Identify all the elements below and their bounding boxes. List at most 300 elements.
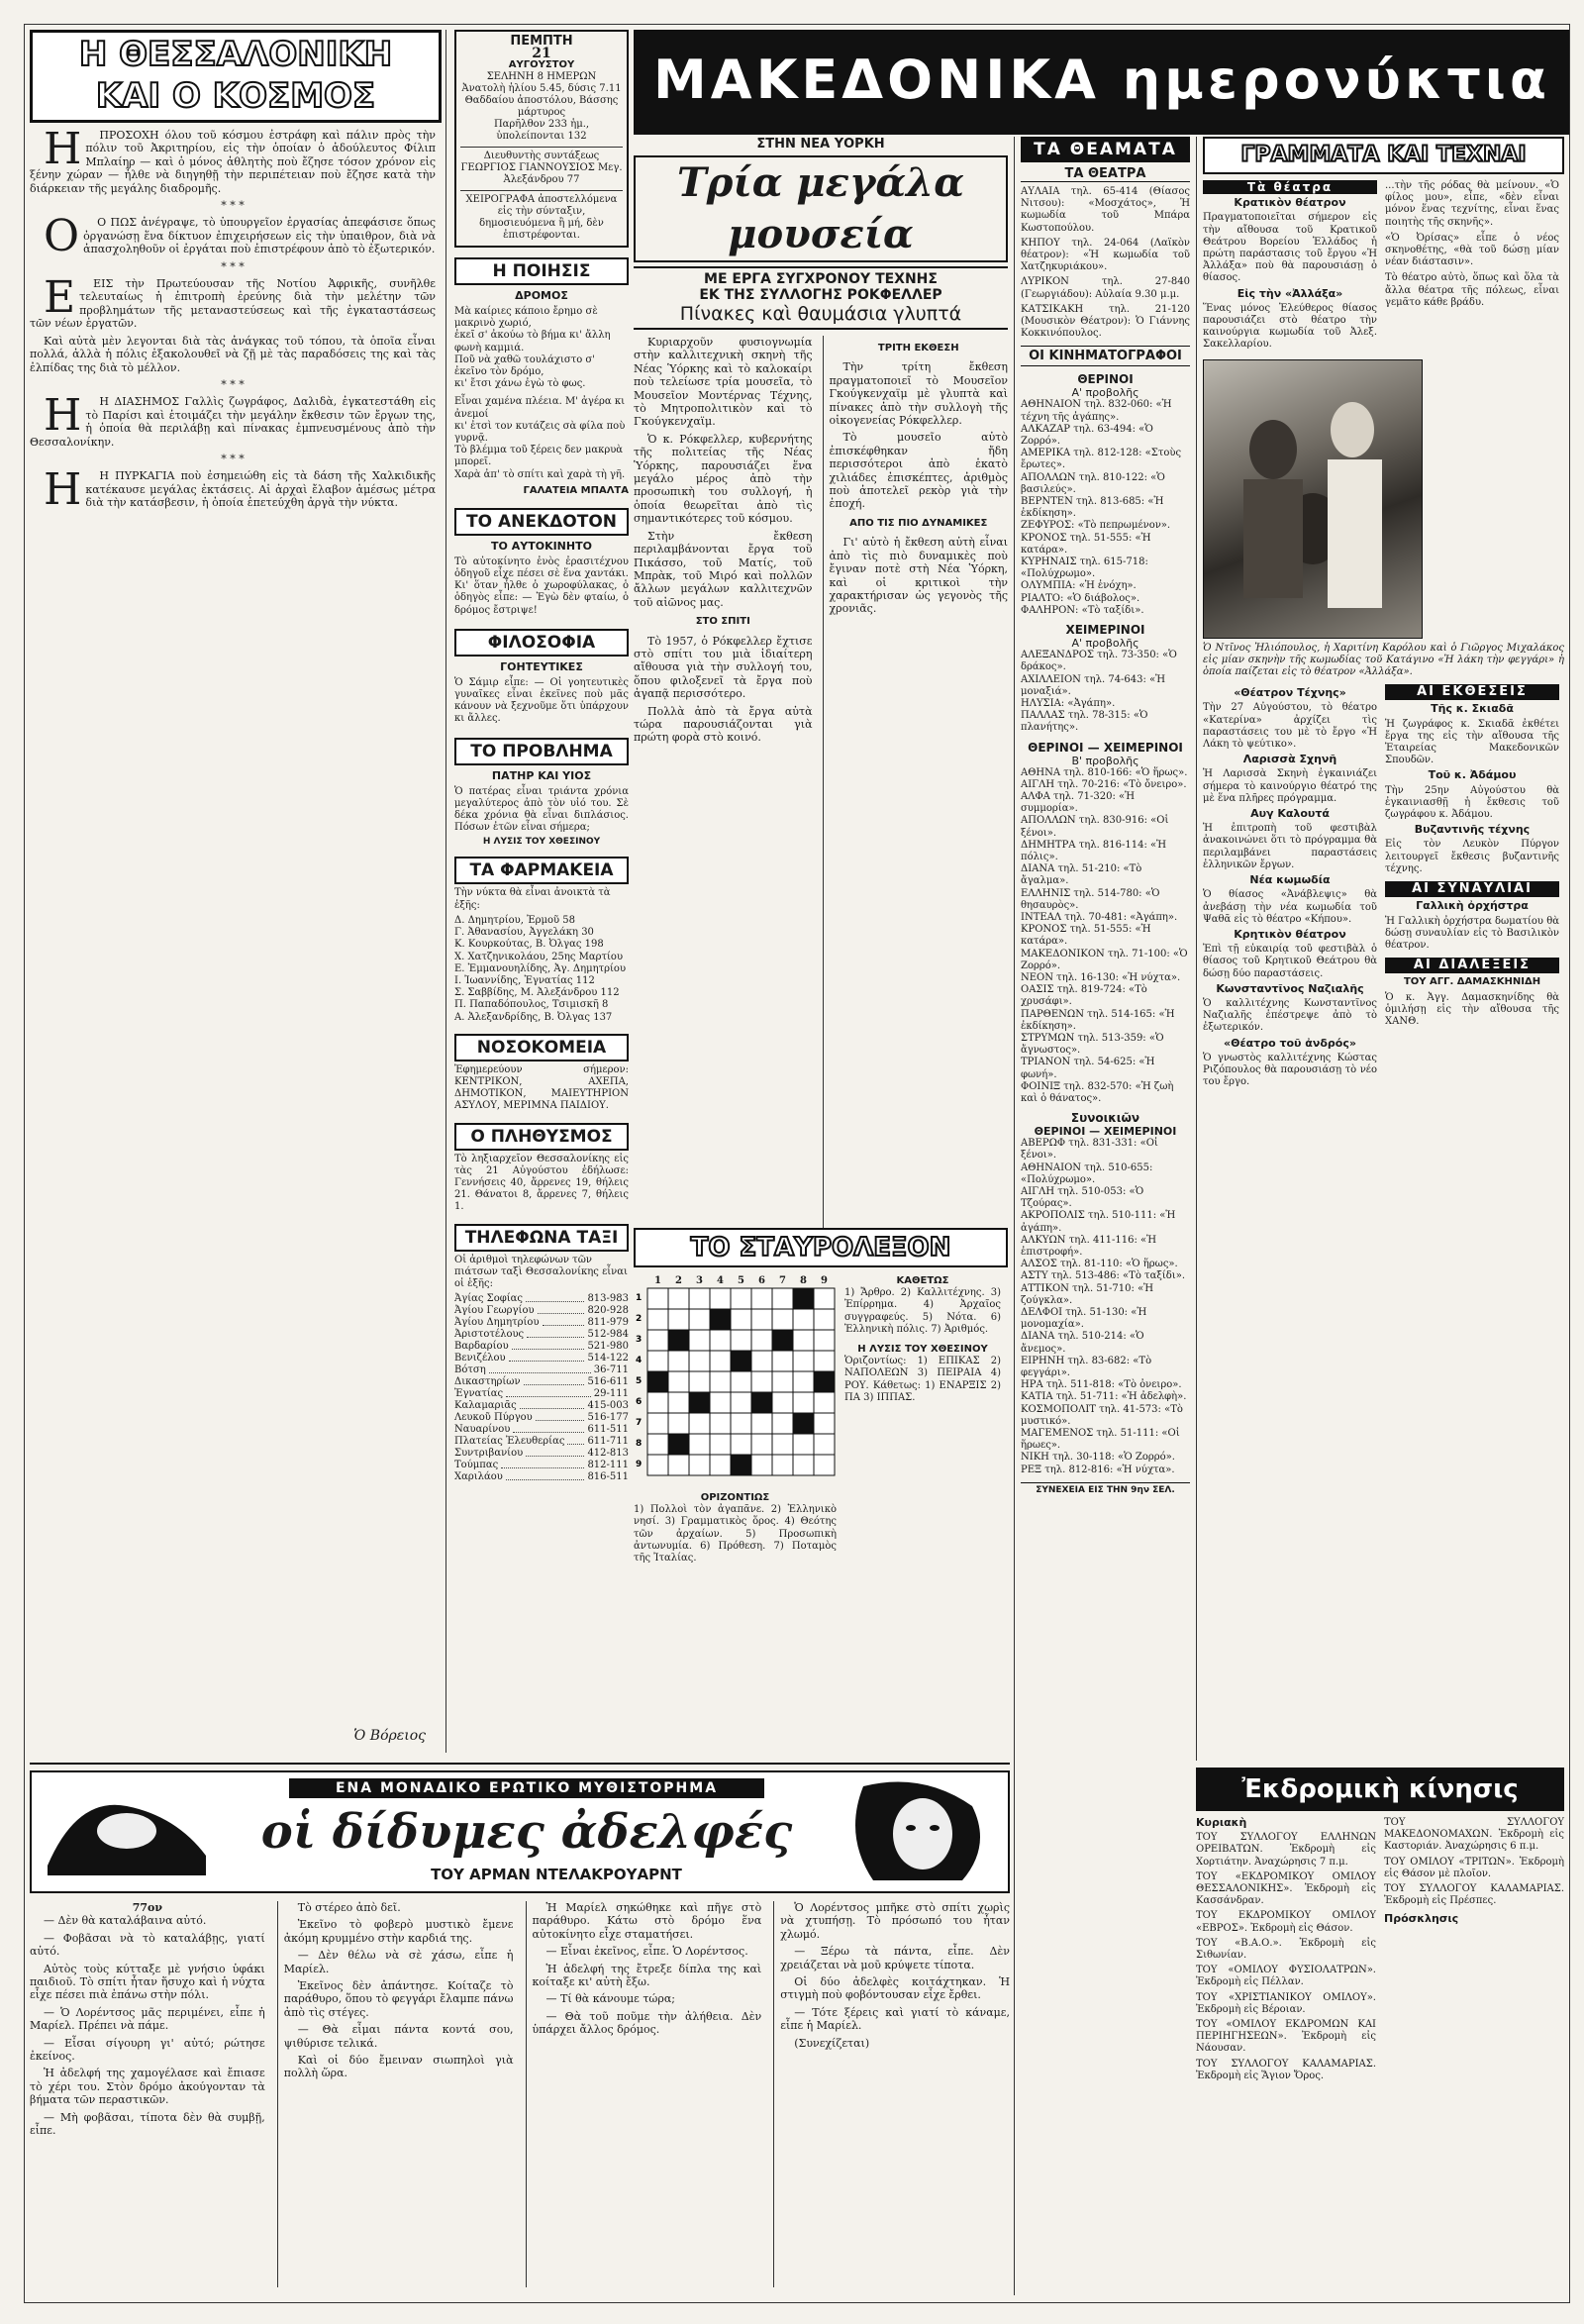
date-sun: Ἀνατολὴ ἡλίου 5.45, δύσις 7.11 <box>461 83 622 94</box>
summer-sub: Α' προβολῆς <box>1071 386 1139 400</box>
letters-lower-left <box>1203 684 1377 1088</box>
museums-paragraph: Τὴν τρίτη ἔκθεση πραγματοποιεῖ τὸ Μουσεῖον Γκούγκενχαϊμ μὲ γλυπτὰ καὶ πίνακες ἀπὸ τὴν συλλογὴ τῆς οἰκογενείας Ρόκφελλερ. <box>829 360 1008 428</box>
cinema-item: ΜΑΚΕΔΟΝΙΚΟΝ τηλ. 71-100: «Ὁ Ζορρό». <box>1021 948 1188 971</box>
cinemas-title: ΟΙ ΚΙΝΗΜΑΤΟΓΡΑΦΟΙ <box>1021 346 1190 366</box>
cinema-item: ΚΡΟΝΟΣ τηλ. 51-555: «Ἡ κατάρα». <box>1021 532 1151 556</box>
letters-theatre-title: Τὰ θέατρα <box>1203 180 1377 194</box>
theatre-item: ΛΥΡΙΚΟΝ τηλ. 27-840 (Γεωργιάδου): Αὐλαία 9.30 μ.μ. <box>1021 276 1190 300</box>
suburbs-list <box>1021 1138 1190 1476</box>
cinema-item: ΝΕΟΝ τηλ. 16-130: «Ἡ νύχτα». <box>1021 971 1181 983</box>
museums-paragraph: Τὸ 1957, ὁ Ρόκφελλερ ἔχτισε στὸ σπίτι του μιὰ ἰδιαίτερη αἴθουσα γιὰ τὴν συλλογή του, ὅπου φιλοξενεῖ τὰ ἔργα ποὺ ἀγαπᾷ περισσότερο. <box>634 634 813 701</box>
section-title: Τοῦ κ. Ἀδάμου <box>1428 768 1517 782</box>
serial-line: — Δὲν θὰ καταλάβαινα αὐτό. <box>44 1914 207 1928</box>
taxi-row: Χαριλάου 816-511 <box>454 1471 629 1483</box>
serial-col <box>277 1901 514 2287</box>
date-info: Παρῆλθον 233 ἡμ., ὑπολείπονται 132 <box>493 119 590 142</box>
serial-line: Αὐτὸς τοὺς κύτταξε μὲ γνήσιο ὑφάκι παιδιοῦ. Τὸ σπίτι ἦταν ἥσυχο καὶ ἡ νύχτα εἶχε πέσει πιὰ ἐπάνω στὴν πόλι. <box>30 1962 265 2002</box>
museums-paragraph: Κυριαρχοῦν φυσιογνωμία στὴν καλλιτεχνικὴ σκηνὴ τῆς Νέας Ὑόρκης καὶ τὸ καλοκαίρι ποὺ τελείωσε τρία μουσεῖα, τὸ Μουσεῖον Μοντέρνας Τέχνης, τὸ Μητροπολιτικὸν καὶ τὸ Γκούγκενχαϊμ. <box>634 336 813 429</box>
date-month: ΑΥΓΟΥΣΤΟΥ <box>508 59 575 70</box>
poetry-heading: Η ΠΟΙΗΣΙΣ <box>454 257 629 285</box>
problem-title: ΠΑΤΗΡ ΚΑΙ ΥΙΟΣ <box>491 768 592 782</box>
cinema-item: ΔΙΑΝΑ τηλ. 510-214: «Ὁ ἄνεμος». <box>1021 1331 1144 1355</box>
masthead-title: ΜΑΚΕΔΟΝΙΚΑ ημερονύκτια <box>653 49 1550 111</box>
cinema-item: ΑΙΓΛΗ τηλ. 510-053: «Ὁ Τζούρας». <box>1021 1186 1144 1210</box>
taxi-row: Ἐγνατίας 29-111 <box>454 1388 629 1400</box>
theatre-photo <box>1203 359 1423 639</box>
letters-left-col <box>1203 180 1377 352</box>
museums-body <box>634 336 1008 1257</box>
cinema-item: ΑΧΙΛΛΕΙΟΝ τηλ. 74-643: «Ἡ μοναξιά». <box>1021 673 1166 697</box>
summer-list <box>1021 399 1190 617</box>
cinema-item: ΠΑΡΘΕΝΩΝ τηλ. 514-165: «Ἡ ἐκδίκηση». <box>1021 1008 1175 1032</box>
taxi-row: Ἀριστοτέλους 512-984 <box>454 1329 629 1341</box>
cinema-item: ΗΡΑ τηλ. 511-818: «Τὸ ὀνειρο». <box>1021 1379 1182 1391</box>
section-title: Γαλλικὴ ὀρχήστρα <box>1416 899 1529 913</box>
problem-text: Ὁ πατέρας εἶναι τριάντα χρόνια μεγαλύτερος ἀπὸ τὸν υἱό του. Σὲ δέκα χρόνια θὰ εἶναι διπλάσιος. Πόσων ἐτῶν εἶναι σήμερα; <box>454 785 629 834</box>
section-title: ΤΟΥ ΑΓΓ. ΔΑΜΑΣΚΗΝΙΔΗ <box>1403 976 1541 988</box>
museums-sub3: Πίνακες καὶ θαυμάσια γλυπτά <box>634 303 1008 330</box>
museums-paragraph: Τὸ μουσεῖο αὐτὸ ἐπισκέφθηκαν ἤδη περισσότεροι ἀπὸ ἑκατὸ χιλιάδες ἐπισκέπτες, ἀριθμὸς ποὺ ἀποτελεῖ ρεκὸρ γιὰ τὴν ἐποχή. <box>829 431 1008 511</box>
excursion-item: ΤΟΥ «ΧΡΙΣΤΙΑΝΙΚΟΥ ΟΜΙΛΟΥ». Ἐκδρομὴ εἰς Βέροιαν. <box>1196 1991 1376 2015</box>
section-text: Ὁ καλλιτέχνης Κωνσταντῖνος Ναζιαλῆς ἐπέστρεψε ἀπὸ τὸ ἐξωτερικόν. <box>1203 997 1377 1034</box>
section-title: Εἰς τὴν «Ἀλλάξα» <box>1237 286 1343 300</box>
serial-line: Οἱ δύο ἀδελφὲς κοιτάχτηκαν. Ἡ στιγμὴ ποὺ φοβόντουσαν εἶχε ἔρθει. <box>780 1975 1010 2002</box>
right-col-text: ...τὴν τῆς ρόδας θὰ μείνουν. «Ὁ φίλος μου», εἶπε, «δὲν εἶναι μόνον ἕνας τεχνίτης, εἶναι ἕνας ποιητὴς τῆς σκηνῆς». <box>1385 180 1559 228</box>
mixed-sub: Β' προβολῆς <box>1071 754 1139 767</box>
left-paragraph: Η Η ΔΙΑΣΗΜΟΣ Γαλλὶς ζωγράφος, Δαλιδὰ, ἐγκατεστάθη εἰς τὸ Παρίσι καὶ ἑτοιμάζει τὴν μεγάλην ἔκθεσιν τῶν ἔργων της, ἡ ὁποία θὰ περιλάβῃ καὶ πίνακας ἐμπνευσμένους ἀπὸ τὴν Θεσσαλονίκην. <box>30 390 436 449</box>
serial-right-figure <box>834 1776 1002 1885</box>
cinema-item: ΑΣΤΥ τηλ. 513-486: «Τὸ ταξίδι». <box>1021 1270 1186 1282</box>
svg-text:5: 5 <box>636 1376 643 1386</box>
exhibitions-heading: ΑΙ ΕΚΘΕΣΕΙΣ <box>1385 684 1559 700</box>
cinema-item: ΚΟΣΜΟΠΟΛΙΤ τηλ. 41-573: «Τὸ μυστικό». <box>1021 1403 1183 1427</box>
serial-line: Ἡ ἀδελφή της χαμογέλασε καὶ ἔπιασε τὸ χέρι του. Στὸν δρόμο ἀκούγονταν τὰ βήματα τῶν περαστικῶν. <box>30 2067 265 2107</box>
section-text: Πραγματοποιεῖται σήμερον εἰς τὴν αἴθουσα τοῦ Κρατικοῦ Θεάτρου Βορείου Ἑλλάδος ἡ πρώτη παράστασις τοῦ ἔργου «Ἡ Ἀλλάξα» ποὺ θὰ παρουσιάσῃ ὁ θίασος. <box>1203 212 1377 284</box>
svg-text:2: 2 <box>636 1314 643 1324</box>
excursion-item: ΤΟΥ ΟΜΙΛΟΥ «ΤΡΙΤΩΝ». Ἐκδρομὴ εἰς Θάσον μὲ πλοῖον. <box>1384 1856 1564 1879</box>
pharmacies-heading: ΤΑ ΦΑΡΜΑΚΕΙΑ <box>454 857 629 884</box>
museums-section: ΤΡΙΤΗ ΕΚΘΕΣΗ <box>877 343 959 354</box>
shows-heading: ΤΑ ΘΕΑΜΑΤΑ <box>1021 137 1190 162</box>
philosophy-heading: ΦΙΛΟΣΟΦΙΑ <box>454 629 629 657</box>
date-day: ΠΕΜΠΤΗ <box>510 34 573 49</box>
section-text: Ἡ ἐπιτροπὴ τοῦ φεστιβὰλ ἀνακοινώνει ὅτι τὸ πρόγραμμα θὰ περιλαμβάνει παραστάσεις ἐλληνικῶν ἔργων. <box>1203 823 1377 870</box>
excursions <box>1196 1768 1564 2292</box>
serial-line: — Θὰ τοῦ ποῦμε τὴν ἀλήθεια. Δὲν ὑπάρχει ἄλλος δρόμος. <box>532 2009 762 2037</box>
cinema-item: ΗΛΥΣΙΑ: «Ἀγάπη». <box>1021 697 1116 709</box>
pharmacy-item: Σ. Σαββίδης, Μ. Ἀλεξάνδρου 112 <box>454 987 620 999</box>
left-paragraph: Ε ΕΙΣ τὴν Πρωτεύουσαν τῆς Νοτίου Ἀφρικῆς, συνῆλθε τελευταίως ἡ ἐπιτροπὴ ἐρεύνης διὰ τὴν μελέτην τῶν προβλημάτων τῆς μεταναστεύσεως καὶ τῆς ἐγκαταστάσεως τῶν νέων ἐργατῶν. <box>30 272 436 331</box>
right-col-text: «Ὁ Ὀρίσας» εἶπε ὁ νέος σκηνοθέτης, «θὰ τοῦ δώσῃ μίαν νέαν διάστασιν». <box>1385 232 1559 268</box>
taxi-list <box>454 1293 629 1483</box>
poetry-author: ΓΑΛΑΤΕΙΑ ΜΠΑΛΤΑ <box>523 484 629 496</box>
crossword-body <box>634 1275 1008 1488</box>
serial-line: — Φοβᾶσαι νὰ τὸ καταλάβῃς, γιατί αὐτό. <box>30 1931 265 1959</box>
section-title: Κρατικὸν θέατρον <box>1234 196 1346 210</box>
left-heading-line2: ΚΑΙ Ο ΚΟΣΜΟΣ <box>95 76 376 116</box>
excursion-item: ΤΟΥ ΣΥΛΛΟΓΟΥ ΕΛΛΗΝΩΝ ΟΡΕΙΒΑΤΩΝ. Ἐκδρομὴ εἰς Χορτιάτην. Ἀναχώρησις 7 π.μ. <box>1196 1832 1376 1868</box>
crossword-solution: Ὁριζοντίως: 1) ΕΠΙΚΑΣ 2) ΝΑΠΟΛΕΩΝ 3) ΠΕΙΡΑΙΑ 4) ΡΟΥ. Κάθετως: 1) ΕΝΑΡΞΙΣ 2) ΠΑ 3) ΙΠΠΑΣ. <box>844 1356 1001 1403</box>
left-paragraph: Η ΠΡΟΣΟΧΗ όλου τοῦ κόσμου ἐστράφη καὶ πάλιν πρὸς τὴν πόλιν τοῦ Ἀκριτηρίου, εἰς τὴν ὁποίαν ὁ ἀδούλευτος Φίλιπ Μπλαίηρ — καὶ ὁ μόνος ἀθλητὴς ποὺ ἔζησε τόσον χρόνον εἰς ξένην χώραν — ἦλθε νὰ διηγηθῇ τὴν περιπέτειαν ποὺ ἔζησε κατὰ τὴν διάρκειαν τῆς μεγάλης διαδρομῆς. <box>30 129 436 195</box>
winter-sub: Α' προβολῆς <box>1071 637 1139 651</box>
date-publisher: Διευθυντὴς συντάξεως ΓΕΩΡΓΙΟΣ ΓΙΑΝΝΟΥΣΙΟΣ Μεγ. Ἀλεξάνδρου 77 <box>460 147 623 186</box>
museums-sub1: ΜΕ ΕΡΓΑ ΣΥΓΧΡΟΝΟΥ ΤΕΧΝΗΣ <box>634 266 1008 287</box>
pharmacy-item: Π. Παπαδόπουλος, Τσιμισκῆ 8 <box>454 999 609 1011</box>
serial-col <box>526 1901 762 2287</box>
cinema-item: ΑΛΕΞΑΝΔΡΟΣ τηλ. 73-350: «Ὁ δράκος». <box>1021 650 1177 673</box>
pharmacy-item: Κ. Κουρκούτας, Β. Ὀλγας 198 <box>454 939 604 951</box>
serial-line: Ἐκεῖνος δὲν ἀπάντησε. Κοίταζε τὸ παράθυρο, ὅπου τὸ φεγγάρι ἔλαμπε πάνω ἀπὸ τὶς στέγες. <box>283 1979 514 2019</box>
taxi-row: Βαρδαρίου 521-980 <box>454 1341 629 1353</box>
serial-line: (Συνεχίζεται) <box>794 2036 870 2050</box>
excursion-item: ΤΟΥ «Β.Α.Ο.». Ἐκδρομὴ εἰς Σιθωνίαν. <box>1196 1937 1376 1962</box>
suburbs-title: Συνοικιῶν <box>1070 1111 1140 1126</box>
cinema-item: ΚΑΤΙΑ τηλ. 51-711: «Ἡ ἀδελφὴ». <box>1021 1391 1187 1403</box>
section-title: Βυζαντινῆς τέχνης <box>1414 823 1531 837</box>
crossword-across-text: 1) Πολλοὶ τὸν ἀγαπᾶνε. 2) Ἑλληνικὸ νησί. 3) Γραμματικὸς ὅρος. 4) Θεότης τῶν ἀρχαίων. 5) Προσωπικὴ ἀντωνυμία. 6) Πρόθεση. 7) Ποταμὸς τῆς Ἰταλίας. <box>634 1504 837 1565</box>
svg-text:8: 8 <box>636 1439 643 1449</box>
pharmacy-item: Χ. Χατζηνικολάου, 25ης Μαρτίου <box>454 951 624 962</box>
excursion-item: ΤΟΥ ΣΥΛΛΟΓΟΥ ΚΑΛΑΜΑΡΙΑΣ. Ἐκδρομὴ εἰς Πρέσπες. <box>1384 1883 1564 1907</box>
pharmacy-item: Α. Ἀλεξανδρίδης, Β. Ὀλγας 137 <box>454 1011 613 1023</box>
left-heading-line1: Η ΘΕΣΣΑΛΟΝΙΚΗ <box>78 35 393 74</box>
museums-col-right <box>823 336 1009 1257</box>
museums-section: ΑΠΟ ΤΙΣ ΠΙΟ ΔΥΝΑΜΙΚΕΣ <box>849 517 988 529</box>
letters-lower <box>1203 684 1564 1088</box>
pharmacy-item: Ι. Ἰωαννίδης, Ἐγνατίας 112 <box>454 974 595 986</box>
section-text: Ἐπὶ τῇ εὐκαιρίᾳ τοῦ φεστιβὰλ ὁ θίασος τοῦ Κρητικοῦ Θεάτρου θὰ δώσῃ δύο παραστάσεις. <box>1203 944 1377 979</box>
left-article: Η ΠΡΟΣΟΧΗ όλου τοῦ κόσμου ἐστράφη καὶ πάλιν πρὸς τὴν πόλιν τοῦ Ἀκριτηρίου, εἰς τὴν ὁποίαν ὁ ἀδούλευτος Φίλιπ Μπλαίηρ — καὶ ὁ μόνος ἀθλητὴς ποὺ ἔζησε τόσον χρόνον εἰς ξένην χώραν — ἦλθε νὰ διηγηθῇ τὴν περιπέτειαν ποὺ ἔζησε κατὰ τὴν διάρκειαν τῆς μεγάλης διαδρομῆς. * * * Ο Ο ΠΩΣ ἀνέγραψε, τὸ ὑπουργεῖον ἐργασίας ἀπεφάσισε ὅπως ὀργανώσῃ ἕνα δίκτυον ἐπιχειρήσεων εἰς τὴν ὑπαιθρον, διὰ νὰ ἀπασχοληθοῦν οἱ ἐργάται ποὺ ἐπιστρέφουν ἀπὸ τὸ ἐξωτερικόν. * * * Ε ΕΙΣ τὴν Πρωτεύουσαν τῆς Νοτίου Ἀφρικῆς, συνῆλθε τελευταίως ἡ ἐπιτροπὴ ἐρεύνης διὰ τὴν μελέτην τῶν προβλημάτων τῆς μεταναστεύσεως καὶ τῆς ἐγκαταστάσεως τῶν νέων ἐργατῶν. Καὶ αὐτὰ μὲν λεγονται διὰ τὰς ἀνάγκας τοῦ τόπου, τὰ ὁποῖα εἶναι πολλά, ἀλλὰ ἡ πόλις ἐξακολουθεῖ νὰ ζῇ μὲ τὰς παραδόσεις της καὶ τὰς ἐλπίδας της διὰ τὸ μέλλον. * * * Η Η ΔΙΑΣΗΜΟΣ Γαλλὶς ζωγράφος, Δαλιδὰ, ἐγκατεστάθη εἰς τὸ Παρίσι καὶ ἑτοιμάζει τὴν μεγάλην ἔκθεσιν τῶν ἔργων της, ἡ ὁποία θὰ περιλάβῃ καὶ πίνακας ἐμπνευσμένους ἀπὸ τὴν Θεσσαλονίκην. * * * Η Η ΠΥΡΚΑΓΙΑ ποὺ ἐσημειώθη εἰς τὰ δάση τῆς Χαλκιδικῆς κατέκαυσε μεγάλας ἐκτάσεις. Αἱ ἀρχαὶ ἔλαβον ἀμέσως μέτρα διὰ τὴν κατάσβεσιν, ἡ ὁποία ἐπετεύχθη ἀργὰ τὴν νύκτα. <box>30 129 436 516</box>
cinema-item: ΚΡΟΝΟΣ τηλ. 51-555: «Ἡ κατάρα». <box>1021 924 1151 948</box>
hospitals-text: Ἐφημερεύουν σήμερον: ΚΕΝΤΡΙΚΟΝ, ΑΧΕΠΑ, ΔΗΜΟΤΙΚΟΝ, ΜΑΙΕΥΤΗΡΙΟΝ ΑΣΥΛΟΥ, ΜΕΡΙΜΝΑ ΠΑΙΔΙΟΥ. <box>454 1063 629 1112</box>
excursions-left <box>1196 1817 1376 2085</box>
col-number: 6 <box>758 1275 765 1286</box>
cinema-item: ΠΑΛΛΑΣ τηλ. 78-315: «Ὁ πλανήτης». <box>1021 710 1148 734</box>
taxi-row: Πλατείας Ἐλευθερίας 611-711 <box>454 1436 629 1448</box>
date-moon: ΣΕΛΗΝΗ 8 ΗΜΕΡΩΝ <box>486 71 597 82</box>
cinema-item: ΙΝΤΕΑΛ τηλ. 70-481: «Ἀγάπη». <box>1021 911 1178 923</box>
left-heading <box>30 30 442 123</box>
theatre-item: ΚΗΠΟΥ τηλ. 24-064 (Λαϊκὸν θέατρον): «Ἡ κωμωδία τοῦ Χατζηκυριάκου». <box>1021 237 1190 273</box>
date-number: 21 <box>532 46 551 61</box>
crossword-down-text: 1) Ἄρθρο. 2) Καλλιτέχνης. 3) Ἐπίρρημα. 4) Ἀρχαῖος συγγραφεύς. 5) Νότα. 6) Ἑλληνικὴ πόλις. 7) Ἀριθμός. <box>844 1287 1001 1335</box>
taxi-row: Βενιζέλου 514-122 <box>454 1353 629 1364</box>
section-text: Τὴν 25ην Αὐγούστου θὰ ἐγκαινιασθῇ ἡ ἔκθεσις τοῦ ζωγράφου κ. Ἀδάμου. <box>1385 784 1559 821</box>
cinema-item: ΜΑΓΕΜΕΝΟΣ τηλ. 51-111: «Οἱ ἥρωες». <box>1021 1428 1180 1452</box>
letters-lower-right <box>1385 684 1559 1088</box>
col-number: 7 <box>779 1275 786 1286</box>
serial-col <box>773 1901 1010 2287</box>
serial-line: — Τί θὰ κάνουμε τώρα; <box>545 1992 675 2006</box>
museums-paragraph: Γι' αὐτὸ ἡ ἔκθεση αὐτὴ εἶναι ἀπὸ τὶς πιὸ δυναμικὲς ποὺ ἔγιναν ποτὲ στὴ Νέα Ὑόρκη, καὶ οἱ κριτικοὶ τὴν χαρακτήρισαν ὡς γεγονὸς τῆς χρονιᾶς. <box>829 536 1008 616</box>
left-column <box>30 30 436 1753</box>
poem-line: Χαρὰ ἀπ' τὸ σπίτι καὶ χαρὰ τὴ γῆ. <box>454 468 626 480</box>
summer-title: ΘΕΡΙΝΟΙ <box>1077 372 1134 387</box>
crossword-solution-title: Η ΛΥΣΙΣ ΤΟΥ ΧΘΕΣΙΝΟΥ <box>857 1344 988 1356</box>
anecdote-title: ΤΟ ΑΥΤΟΚΙΝΗΤΟ <box>491 539 592 553</box>
poem-line: Ποῦ νὰ χαθῶ τουλάχιστο σ' ἐκεῖνο τὸν δρόμο, <box>454 354 596 378</box>
excursion-item: ΤΟΥ ΕΚΔΡΟΜΙΚΟΥ ΟΜΙΛΟΥ «ΕΒΡΟΣ». Ἐκδρομὴ εἰς Θάσον. <box>1196 1910 1376 1934</box>
museums-headline: Τρία μεγάλα μουσεία <box>634 155 1008 262</box>
cinema-item: ΟΛΥΜΠΙΑ: «Ἡ ἐνόχη». <box>1021 580 1137 592</box>
problem-solution-title: Η ΛΥΣΙΣ ΤΟΥ ΧΘΕΣΙΝΟΥ <box>482 837 601 848</box>
mixed-list <box>1021 767 1190 1106</box>
excursion-item: ΤΟΥ «ΟΜΙΛΟΥ ΦΥΣΙΟΛΑΤΡΩΝ». Ἐκδρομὴ εἰς Πέλλαν. <box>1196 1965 1376 1988</box>
svg-text:3: 3 <box>636 1335 643 1345</box>
museums-sub2: ΕΚ ΤΗΣ ΣΥΛΛΟΓΗΣ ΡΟΚΦΕΛΛΕΡ <box>699 287 942 303</box>
crossword-across-title: ΟΡΙΖΟΝΤΙΩΣ <box>700 1492 770 1503</box>
cinema-item: ΚΥΡΗΝΑΙΣ τηλ. 615-718: «Πολύχρωμο». <box>1021 556 1148 580</box>
suburbs-sub: ΘΕΡΙΝΟΙ — ΧΕΙΜΕΡΙΝΟΙ <box>1034 1125 1177 1139</box>
pharmacies-list <box>454 915 629 1024</box>
taxi-row: Τούμπας 812-111 <box>454 1460 629 1471</box>
col-number: 9 <box>821 1275 828 1286</box>
taxi-heading: ΤΗΛΕΦΩΝΑ ΤΑΞΙ <box>454 1224 629 1252</box>
cinema-item: ΑΛΚΑΖΑΡ τηλ. 63-494: «Ὁ Ζορρό». <box>1021 423 1153 448</box>
cinema-item: ΑΘΗΝΑ τηλ. 810-166: «Ὁ ἥρως». <box>1021 766 1188 778</box>
problem-heading: ΤΟ ΠΡΟΒΛΗΜΑ <box>454 738 629 765</box>
poem-line: ἐκεῖ σ' ἀκούω τὸ βήμα κι' ἄλλη φωνὴ καμμιά. <box>454 330 611 354</box>
left-paragraph: Ο Ο ΠΩΣ ἀνέγραψε, τὸ ὑπουργεῖον ἐργασίας ἀπεφάσισε ὅπως ὀργανώσῃ ἕνα δίκτυον ἐπιχειρήσεων εἰς τὴν ὑπαιθρον, διὰ νὰ ἀπασχοληθοῦν οἱ ἐργάται ποὺ ἐπιστρέφουν ἀπὸ τὸ ἐξωτερικόν. <box>44 211 436 262</box>
serial-line: — Τότε ξέρεις καὶ γιατί τὸ κάναμε, εἶπε ἡ Μαρίελ. <box>780 2005 1010 2033</box>
serial-line: Ὁ Λορέντσος μπῆκε στὸ σπίτι χωρὶς νὰ χτυπήσῃ. Τὸ πρόσωπό του ἦταν χλωμό. <box>780 1901 1010 1941</box>
left-signature: Ὁ Βόρειος <box>353 1728 426 1744</box>
serial-author: ΤΟΥ ΑΡΜΑΝ ΝΤΕΛΑΚΡΟΥΑΡΝΤ <box>431 1866 682 1883</box>
section-text: Ὁ κ. Ἀγγ. Δαμασκηνίδης θὰ ὁμιλήσῃ εἰς τὴν αἴθουσα τῆς ΧΑΝΘ. <box>1385 991 1559 1027</box>
svg-text:4: 4 <box>636 1356 643 1365</box>
poetry-body <box>454 306 629 481</box>
section-title: Κρητικὸν θέατρον <box>1234 927 1346 941</box>
museums-section: ΣΤΟ ΣΠΙΤΙ <box>695 616 750 628</box>
cinema-item: ΒΕΡΝΤΕΝ τηλ. 813-685: «Ἡ ἐκδίκηση». <box>1021 496 1164 520</box>
section-title: «Θέατρον Τέχνης» <box>1234 686 1346 700</box>
excursion-item: ΤΟΥ ΣΥΛΛΟΓΟΥ ΚΑΛΑΜΑΡΙΑΣ. Ἐκδρομὴ εἰς Ἅγιον Ὄρος. <box>1196 2058 1376 2081</box>
date-note: ΧΕΙΡΟΓΡΑΦΑ ἀποστελλόμενα εἰς τὴν σύνταξιν, δημοσιευόμενα ἢ μή, δὲν ἐπιστρέφονται. <box>460 190 623 242</box>
cinema-item: ΟΑΣΙΣ τηλ. 819-724: «Τὸ χρυσάφι». <box>1021 984 1147 1008</box>
excursion-item: ΤΟΥ «ΕΚΔΡΟΜΙΚΟΥ ΟΜΙΛΟΥ ΘΕΣΣΑΛΟΝΙΚΗΣ». Ἐκδρομὴ εἰς Κασσάνδραν. <box>1196 1870 1376 1907</box>
shows-column <box>1014 137 1190 2295</box>
serial-left-figure <box>38 1776 216 1885</box>
museums-paragraph: Πολλὰ ἀπὸ τὰ ἔργα αὐτὰ τώρα παρουσιάζονται γιὰ πρώτη φορὰ στὸ κοινό. <box>634 704 813 745</box>
theatre-item: ΚΑΤΣΙΚΑΚΗ τηλ. 21-120 (Μουσικὸν Θέατρον): Ὁ Γιάννης Κοκκινόπουλος. <box>1021 303 1190 340</box>
lectures-heading: ΑΙ ΔΙΑΛΕΞΕΙΣ <box>1385 958 1559 973</box>
cinema-item: ΣΤΡΥΜΩΝ τηλ. 513-359: «Ὁ ἄγνωστος». <box>1021 1032 1164 1057</box>
taxi-row: Δικαστηρίων 516-611 <box>454 1376 629 1388</box>
excursions-right <box>1384 1817 1564 2085</box>
poem-line: κι' ἔτσι χάνω ἐγὼ τὸ φως. <box>454 378 586 390</box>
anecdote-heading: ΤΟ ΑΝΕΚΔΟΤΟΝ <box>454 508 629 536</box>
masthead <box>634 30 1570 135</box>
pharmacies-intro: Τὴν νύκτα θὰ εἶναι ἀνοικτὰ τὰ ἑξῆς: <box>454 887 611 911</box>
museums-paragraph: Ὁ κ. Ρόκφελλερ, κυβερνήτης τῆς πολιτείας τῆς Νέας Ὑόρκης, παρουσιάζει ἕνα μεγάλο μέρος ἀπὸ τὴν προσωπικὴ του συλλογή, ἡ ὁποία θεωρεῖται ἀπὸ τὶς σημαντικότερες τοῦ κόσμου. <box>634 432 813 526</box>
excursion-item: ΤΟΥ «ΟΜΙΛΟΥ ΕΚΔΡΟΜΩΝ ΚΑΙ ΠΕΡΙΗΓΗΣΕΩΝ». Ἐκδρομὴ εἰς Νάουσαν. <box>1196 2019 1376 2055</box>
cinema-item: ΡΕΞ τηλ. 812-816: «Ἡ νύχτα». <box>1021 1464 1175 1475</box>
concerts-heading: ΑΙ ΣΥΝΑΥΛΙΑΙ <box>1385 881 1559 897</box>
cinema-item: ΔΙΑΝΑ τηλ. 51-210: «Τὸ ἄγαλμα». <box>1021 863 1142 887</box>
left-paragraph: Καὶ αὐτὰ μὲν λεγονται διὰ τὰς ἀνάγκας τοῦ τόπου, τὰ ὁποῖα εἶναι πολλά, ἀλλὰ ἡ πόλις ἐξακολουθεῖ νὰ ζῇ μὲ τὰς παραδόσεις της καὶ τὰς ἐλπίδας της διὰ τὸ μέλλον. <box>30 334 436 374</box>
svg-text:7: 7 <box>636 1418 643 1428</box>
cinema-item: ΡΙΑΛΤΟ: «Ὁ διάβολος». <box>1021 592 1140 604</box>
section-text: Ἡ Γαλλικὴ ὀρχήστρα δωματίου θὰ δώσῃ συναυλίαν εἰς τὸ Βασιλικὸν θέατρον. <box>1385 915 1559 951</box>
winter-list <box>1021 650 1190 734</box>
cinema-item: ΤΡΙΑΝΟΝ τηλ. 54-625: «Ἡ φωνή». <box>1021 1057 1155 1080</box>
taxi-row: Ναυαρίνου 611-511 <box>454 1424 629 1436</box>
crossword-grid <box>634 1286 837 1484</box>
section-title: Λαρισσὰ Σχηνῆ <box>1242 753 1337 766</box>
winter-title: ΧΕΙΜΕΡΙΝΟΙ <box>1065 623 1145 638</box>
section-text: Ἕνας μόνος Ἑλεύθερος θίασος παρουσιάζει στὸ θέατρο τὴν καινούργια κωμωδία τοῦ Ἀλεξ. Σακελλαρίου. <box>1203 302 1377 351</box>
serial-line: — Ξέρω τὰ πάντα, εἶπε. Δὲν χρειάζεται νὰ μοῦ κρύψετε τίποτα. <box>780 1945 1010 1971</box>
cinema-item: ΖΕΦΥΡΟΣ: «Τὸ πεπρωμένον». <box>1021 520 1171 532</box>
date-saint: Θαδδαίου ἀποστόλου, Βάσσης μάρτυρος <box>464 95 619 118</box>
mixed-title: ΘΕΡΙΝΟΙ — ΧΕΙΜΕΡΙΝΟΙ <box>1028 740 1183 755</box>
cinema-item: ΕΛΛΗΝΙΣ τηλ. 514-780: «Ὁ θησαυρὸς». <box>1021 887 1160 911</box>
museums-kicker: ΣΤΗΝ ΝΕΑ ΥΟΡΚΗ <box>756 137 885 152</box>
population-text: Τὸ ληξιαρχεῖον Θεσσαλονίκης εἰς τὰς 21 Αὐγούστου ἐδήλωσε: Γεννήσεις 40, ἄρρενες 19, θήλεις 21. Θάνατοι 8, ἄρρενες 7, θήλεις 1. <box>454 1153 629 1213</box>
taxi-intro: Οἱ ἀριθμοὶ τηλεφώνων τῶν πιάτσων ταξὶ Θεσσαλονίκης εἶναι οἱ ἑξῆς: <box>454 1254 628 1289</box>
section-text: Τὴν 27 Αὐγούστου, τὸ θέατρο «Κατερίνα» ἀρχίζει τὶς παραστάσεις του μὲ τὸ ἔργο «Ἡ Λάκη τὸ ψεύτικο». <box>1203 702 1377 751</box>
cinema-item: ΑΙΓΛΗ τηλ. 70-216: «Τὸ ὄνειρο». <box>1021 778 1187 790</box>
svg-text:6: 6 <box>636 1397 643 1407</box>
cinema-item: ΦΑΛΗΡΟΝ: «Τὸ ταξίδι». <box>1021 604 1144 616</box>
photo-caption: Ὁ Ντῖνος Ἠλιόπουλος, ἡ Χαριτίνη Καρόλου καὶ ὁ Γιῶργος Μιχαλάκος εἰς μίαν σκηνὴν τῆς κωμωδίας τοῦ Κατάγινο «Ἡ λάκη τὴν φεγγάρι» ἡ ὁποία παίζεται εἰς τὸ θέατρον «Ἀλλάξα». <box>1203 642 1564 678</box>
serial-episode: 77ον <box>132 1901 163 1914</box>
cinema-item: ΑΛΚΥΩΝ τηλ. 411-116: «Ἡ ἐπιστροφή». <box>1021 1234 1157 1259</box>
serial-line: — Εἶσαι σίγουρη γι' αὐτό; ρώτησε ἐκείνος. <box>30 2036 265 2064</box>
cinema-item: ΑΘΗΝΑΙΟΝ τηλ. 510-655: «Πολύχρωμο». <box>1021 1162 1153 1185</box>
taxi-row: Λευκοῦ Πύργου 516-177 <box>454 1412 629 1424</box>
section-title: Νέα κωμωδία <box>1249 873 1331 887</box>
museums-col-left <box>634 336 813 1257</box>
col-number: 4 <box>717 1275 724 1286</box>
section-title: Τῆς κ. Σκιαδᾶ <box>1431 702 1514 716</box>
serial-header <box>30 1770 1010 1893</box>
date-box <box>454 30 629 248</box>
col-number: 3 <box>696 1275 703 1286</box>
cinema-item: ΑΠΟΛΛΩΝ τηλ. 830-916: «Οἱ ξένοι». <box>1021 815 1169 839</box>
serial-title: οἱ δίδυμες ἀδελφές <box>260 1804 793 1860</box>
right-col-text: Τὸ θέατρο αὐτὸ, ὅπως καὶ ὅλα τὰ ἄλλα θέατρα τῆς πόλεως, εἶναι γεμᾶτο κάθε βράδυ. <box>1385 272 1559 308</box>
excursions-invite: Πρόσκλησις <box>1384 1912 1459 1926</box>
taxi-row: Βότση 36-711 <box>454 1364 629 1376</box>
grid-rows <box>636 1293 642 1469</box>
cinema-item: ΑΒΕΡΩΦ τηλ. 831-331: «Οἱ ξένοι». <box>1021 1138 1158 1162</box>
cinema-item: ΑΛΦΑ τηλ. 71-320: «Ἡ συμμορία». <box>1021 790 1136 815</box>
letters-heading: ΓΡΑΜΜΑΤΑ ΚΑΙ ΤΕΧΝΑΙ <box>1203 137 1564 174</box>
serial-novel <box>30 1763 1010 2299</box>
philosophy-text: Ὁ Σάμιρ εἶπε: — Οἱ γοητευτικὲς γυναῖκες εἶναι ἐκεῖνες ποὺ μᾶς κάνουν νὰ ξεχνοῦμε ὅτι ὑπάρχουν κι ἄλλες. <box>454 676 629 725</box>
crossword-down-title: ΚΑΘΕΤΩΣ <box>896 1275 949 1286</box>
hospitals-heading: ΝΟΣΟΚΟΜΕΙΑ <box>454 1034 629 1061</box>
taxi-row: Συντριβανίου 412-813 <box>454 1448 629 1460</box>
excursions-sunday: Κυριακὴ <box>1196 1816 1247 1829</box>
section-text: Εἰς τὸν Λευκὸν Πύργον λειτουργεῖ ἔκθεσις βυζαντινῆς τέχνης. <box>1385 839 1559 874</box>
theatre-item: ΑΥΛΑΙΑ τηλ. 65-414 (Θίασος Νιτσου): «Μοσχάτος», Ἡ κωμωδία τοῦ Μπάρα Κωστοπούλου. <box>1021 186 1190 234</box>
taxi-row: Ἀγίου Γεωργίου 820-928 <box>454 1305 629 1317</box>
col-number: 1 <box>654 1275 661 1286</box>
svg-text:9: 9 <box>636 1460 643 1469</box>
cinema-item: ΝΙΚΗ τηλ. 30-118: «Ὁ Ζορρό». <box>1021 1452 1175 1464</box>
poetry-title: ΔΡΟΜΟΣ <box>515 289 568 302</box>
crossword <box>634 1228 1008 1753</box>
photo-figures <box>1204 360 1422 638</box>
theatres-title: ΤΑ ΘΕΑΤΡΑ <box>1021 166 1190 182</box>
anecdote-text: Τὸ αὐτοκίνητο ἐνὸς ἐρασιτέχνου ὁδηγοῦ εἶχε πέσει σὲ ἕνα χαντάκι. Κι' ὅταν ἦλθε ὁ χωροφύλακας, ὁ ὁδηγὸς εἶπε: — Ἐγὼ δὲν φταίω, ὁ δρόμος ἔστριψε! <box>454 556 629 616</box>
pharmacy-item: Γ. Ἀθανασίου, Ἀγγελάκη 30 <box>454 927 594 939</box>
museums-paragraph: Στὴν ἔκθεση περιλαμβάνονται ἔργα τοῦ Πικάσσο, τοῦ Ματίς, τοῦ Μπρὰκ, τοῦ Μιρό καὶ πολλῶν ἄλλων μεγάλων καλλιτεχνῶν τοῦ αἰῶνος μας. <box>634 529 813 609</box>
section-text: Ὁ θίασος «Ἀνάβλεψις» θὰ ἀνεβάσῃ τὴν νέα κωμωδία τοῦ Ψαθᾶ εἰς τὸ θέατρο «Κήπου». <box>1203 889 1377 925</box>
population-heading: Ο ΠΛΗΘΥΣΜΟΣ <box>454 1123 629 1151</box>
col-number: 8 <box>800 1275 807 1286</box>
letters-right-col <box>1385 180 1559 352</box>
serial-kicker: ΕΝΑ ΜΟΝΑΔΙΚΟ ΕΡΩΤΙΚΟ ΜΥΘΙΣΤΟΡΗΜΑ <box>289 1778 764 1798</box>
poem-line: Μὰ καίριες κάποιο ἔρημο σὲ μακρινὸ χωριό, <box>454 306 598 330</box>
taxi-row: Ἀγίας Σοφίας 813-983 <box>454 1293 629 1305</box>
crossword-col-numbers <box>647 1275 837 1286</box>
cinema-item: ΕΙΡΗΝΗ τηλ. 83-682: «Τὸ φεγγάρι». <box>1021 1355 1152 1379</box>
poem-line: Τὸ βλέμμα τοῦ ξέρεις δεν μακρυὰ μπορεῖ. <box>454 445 624 468</box>
philosophy-title: ΓΟΗΤΕΥΤΙΚΕΣ <box>500 659 583 673</box>
col-number: 5 <box>738 1275 744 1286</box>
serial-line: Ἡ ἀδελφή της ἔτρεξε δίπλα της καὶ κοίταξε κι' αὐτὴ ἔξω. <box>532 1962 762 1989</box>
serial-col <box>30 1901 265 2287</box>
cinema-item: ΦΟΙΝΙΞ τηλ. 832-570: «Ἡ ζωὴ καὶ ὁ θάνατος». <box>1021 1080 1174 1104</box>
section-text: Ἡ ζωγράφος κ. Σκιαδᾶ ἐκθέτει ἔργα της εἰς τὴν αἴθουσα τῆς Ἑταιρείας Μακεδονικῶν Σπουδῶν. <box>1385 718 1559 766</box>
poem-line: Εἶναι χαμένα πλέεια. Μ' ἀγέρα κι ἀνεμοί <box>454 396 626 420</box>
serial-line: Ἐκεῖνο τὸ φοβερὸ μυστικὸ ἔμενε ἀκόμη κρυμμένο στὴν καρδιά της. <box>283 1918 514 1945</box>
cinema-item: ΑΤΤΙΚΟΝ τηλ. 51-710: «Ἡ ζούγκλα». <box>1021 1282 1154 1306</box>
serial-line: — Ὁ Λορέντσος μᾶς περιμένει, εἶπε ἡ Μαρίελ. Πρέπει νὰ πάμε. <box>30 2005 265 2033</box>
letters-column <box>1196 137 1564 1761</box>
cinema-item: ΑΘΗΝΑΙΟΝ τηλ. 832-060: «Ἡ τέχνη τῆς ἀγάπης». <box>1021 399 1172 423</box>
cinema-item: ΑΚΡΟΠΟΛΙΣ τηλ. 510-111: «Ἡ ἀγάπη». <box>1021 1210 1176 1234</box>
serial-line: — Μὴ φοβᾶσαι, τίποτα δὲν θὰ συμβῇ, εἶπε. <box>30 2110 265 2138</box>
section-title: Κωνσταντῖνος Ναζιαλῆς <box>1216 981 1364 995</box>
excursion-item: ΤΟΥ ΣΥΛΛΟΓΟΥ ΜΑΚΕΔΟΝΟΜΑΧΩΝ. Ἐκδρομὴ εἰς Καστοριάν. Ἀναχώρησις 6 π.μ. <box>1384 1817 1564 1853</box>
serial-line: — Θὰ εἶμαι πάντα κοντά σου, ψιθύρισε τελικά. <box>283 2023 514 2050</box>
pharmacy-item: Δ. Δημητρίου, Ἐρμοῦ 58 <box>454 914 575 926</box>
cinema-item: ΑΜΕΡΙΚΑ τηλ. 812-128: «Στοὺς ἔρωτες». <box>1021 448 1182 471</box>
cinema-item: ΔΕΛΦΟΙ τηλ. 51-130: «Ἡ μονομαχία». <box>1021 1307 1147 1331</box>
section-title: Αυγ Καλουτά <box>1250 807 1330 821</box>
serial-body <box>30 1901 1010 2287</box>
svg-text:1: 1 <box>636 1293 643 1303</box>
shows-footer: ΣΥΝΕΧΕΙΑ ΕΙΣ ΤΗΝ 9ην ΣΕΛ. <box>1021 1482 1190 1495</box>
crossword-grid-wrap <box>634 1275 837 1488</box>
cinema-item: ΑΛΣΟΣ τηλ. 81-110: «Ὁ ἥρως». <box>1021 1259 1178 1270</box>
pharmacy-item: Ε. Ἐμμανουηλίδης, Ἀγ. Δημητρίου <box>454 962 627 974</box>
excursions-heading: Ἐκδρομικὴ κίνησις <box>1196 1768 1564 1811</box>
serial-line: — Εἶναι ἐκεῖνος, εἶπε. Ὁ Λορέντσος. <box>545 1945 748 1959</box>
poem-line: κι' ἐτσὶ τον κυτάζεις σὰ φίλα ποὺ γυρνᾷ. <box>454 420 626 445</box>
section-text: Ὁ γνωστὸς καλλιτέχνης Κώστας Ριζόπουλος θὰ παρουσιάσῃ τὸ νέο του ἔργο. <box>1203 1052 1377 1088</box>
serial-line: Ἡ Μαρίελ σηκώθηκε καὶ πῆγε στὸ παράθυρο. Κάτω στὸ δρόμο ἕνα αὐτοκίνητο εἶχε σταματήσει. <box>532 1901 762 1941</box>
museums-article <box>634 137 1008 1236</box>
section-text: Ἡ Λαρισσὰ Σκηνὴ ἐγκαινιάζει σήμερα τὸ καινούργιο θέατρό της μὲ ἕνα πλῆρες πρόγραμμα. <box>1203 768 1377 804</box>
crossword-down <box>844 1275 1001 1488</box>
cinema-item: ΔΗΜΗΤΡΑ τηλ. 816-114: «Ἡ πόλις». <box>1021 839 1167 862</box>
taxi-row: Ἀγίου Δημητρίου 811-979 <box>454 1317 629 1329</box>
letters-top <box>1203 180 1564 352</box>
crossword-heading: ΤΟ ΣΤΑΥΡΟΛΕΞΟΝ <box>634 1228 1008 1267</box>
serial-line: — Δὲν θέλω νὰ σὲ χάσω, εἶπε ἡ Μαρίελ. <box>283 1949 514 1975</box>
cinema-item: ΑΠΟΛΛΩΝ τηλ. 810-122: «Ὁ βασιλεύς». <box>1021 471 1165 495</box>
theatres-list <box>1021 186 1190 340</box>
section-title: «Θέατρο τοῦ ἀνδρός» <box>1224 1036 1356 1050</box>
crossword-across <box>634 1492 837 1565</box>
serial-line: Τὸ στέρεο ἀπὸ δεῖ. <box>297 1901 401 1914</box>
col-number: 2 <box>675 1275 682 1286</box>
